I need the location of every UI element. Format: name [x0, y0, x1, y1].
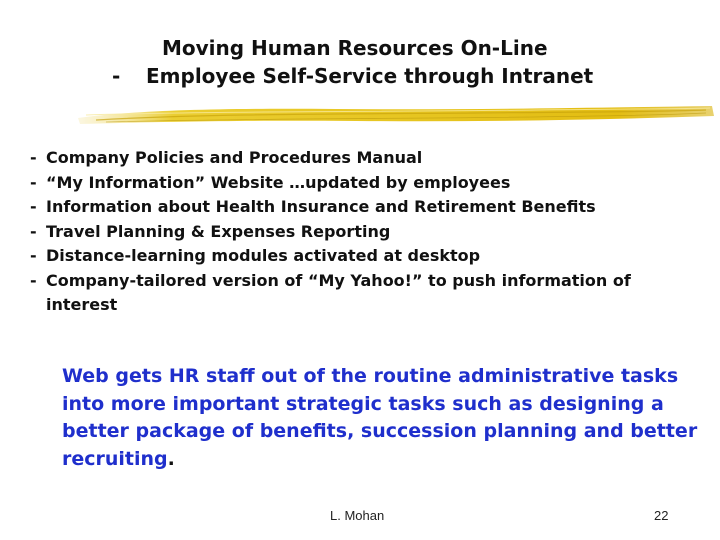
bullet-list	[30, 146, 710, 318]
bullet-text: Information about Health Insurance and Retirement Benefits	[46, 197, 596, 216]
bullet-dash: -	[30, 197, 37, 216]
page-number: 22	[654, 508, 669, 523]
list-item	[30, 269, 710, 318]
bullet-dash: -	[30, 172, 37, 192]
bullet-text: “My Information” Website …updated by employees	[46, 172, 511, 192]
bullet-text: Company Policies and Procedures Manual	[46, 148, 423, 167]
title-dash: -	[112, 64, 121, 88]
list-item	[30, 220, 710, 245]
callout-body: Web gets HR staff out of the routine administrative tasks into more important strategic tasks such as designing a better package of benefits, succession planning and better recruiting	[62, 365, 698, 470]
list-item	[30, 244, 710, 269]
brush-stroke-divider	[76, 100, 716, 130]
list-item	[30, 171, 710, 196]
bullet-dash: -	[30, 246, 37, 265]
bullet-continuation: interest	[46, 295, 118, 314]
bullet-text: Distance-learning modules activated at desktop	[46, 246, 481, 265]
title-line-1: Moving Human Resources On-Line	[162, 36, 548, 60]
callout-text	[62, 363, 702, 473]
list-item	[30, 146, 710, 171]
bullet-dash: -	[30, 221, 37, 241]
bullet-dash: -	[30, 270, 37, 290]
bullet-dash: -	[30, 148, 37, 167]
title-line-2: Employee Self-Service through Intranet	[146, 64, 594, 88]
callout-period: .	[167, 447, 175, 470]
list-item	[30, 195, 710, 220]
bullet-text: Company-tailored version of “My Yahoo!” to push information of	[46, 270, 631, 290]
bullet-text: Travel Planning & Expenses Reporting	[46, 221, 391, 241]
footer-author: L. Mohan	[330, 508, 385, 523]
